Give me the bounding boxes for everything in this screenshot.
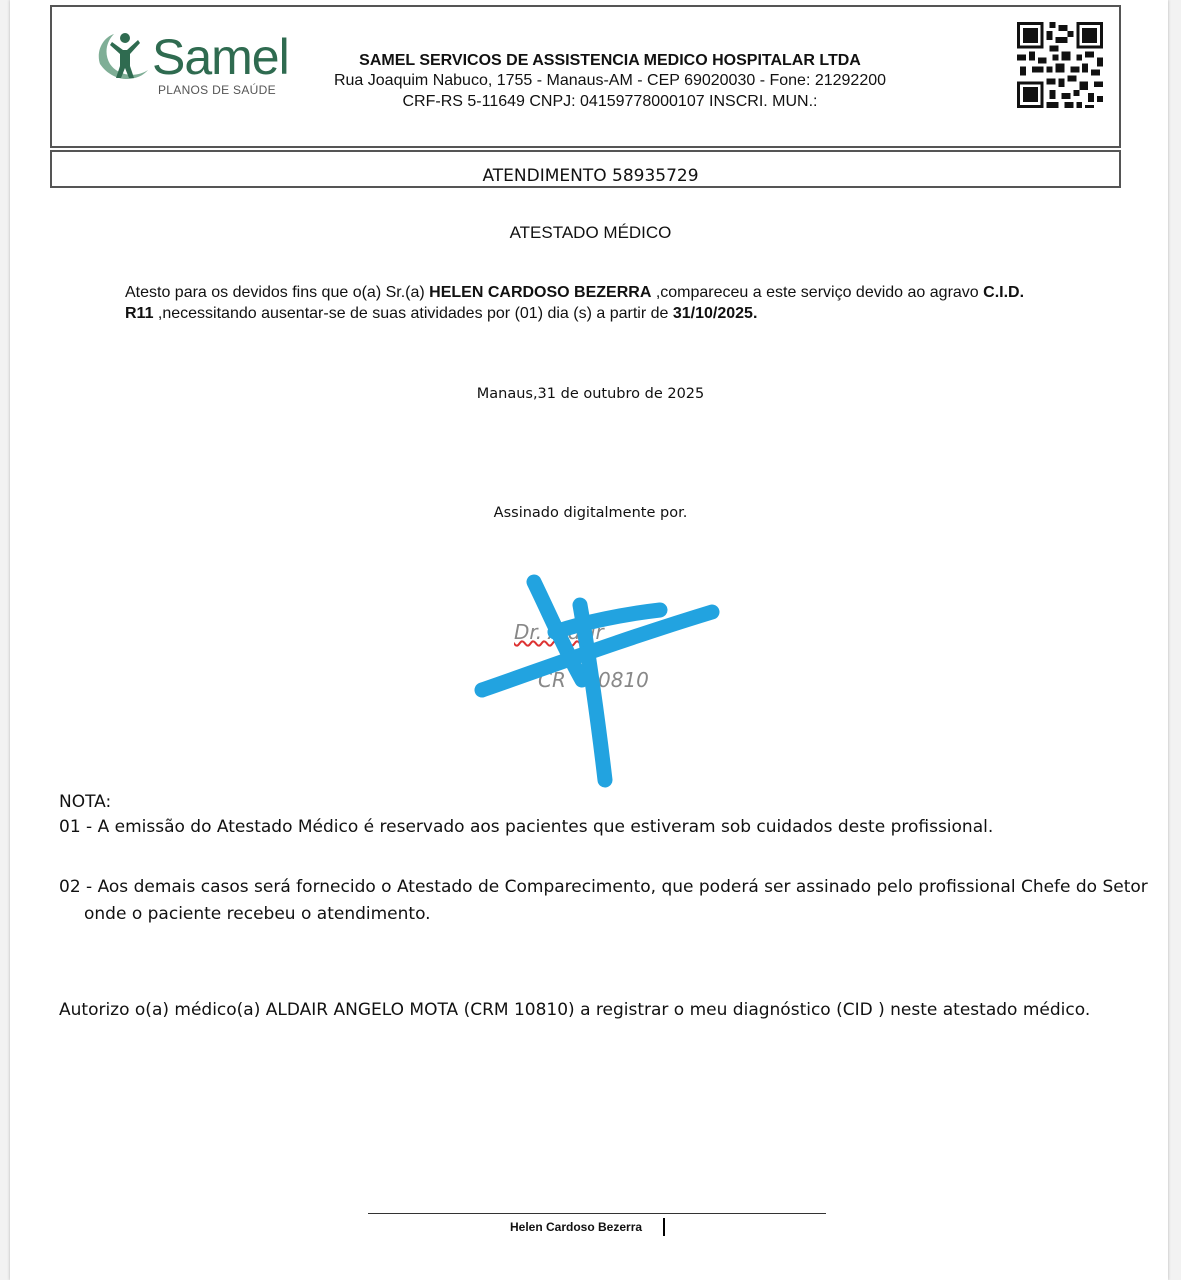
note-2-line-1: 02 - Aos demais casos será fornecido o Atestado de Comparecimento, que poderá ser assinado pelo profissional Chefe do Setor — [59, 877, 1148, 897]
signed-by-label: Assinado digitalmente por. — [493, 505, 688, 521]
certificate-text-3: ,necessitando ausentar-se de suas atividades por (01) dia (s) a partir de — [153, 305, 673, 322]
patient-name: HELEN CARDOSO BEZERRA — [429, 284, 652, 301]
certificate-text-1: Atesto para os devidos fins que o(a) Sr.(a) — [125, 284, 430, 301]
cid-code: R11 — [125, 305, 154, 322]
logo-wordmark: Samel — [152, 29, 289, 85]
start-date: 31/10/2025. — [672, 305, 758, 322]
place-date: Manaus,31 de outubro de 2025 — [476, 386, 705, 402]
logo-figure-icon — [92, 30, 154, 88]
patient-signature-line — [368, 1213, 826, 1214]
patient-signature-name: Helen Cardoso Bezerra — [510, 1220, 643, 1234]
signature-crm-number-fragment: 0810 — [598, 668, 649, 692]
company-registration: CRF-RS 5-11649 CNPJ: 04159778000107 INSCRI. MUN.: — [402, 93, 818, 110]
logo-tagline: PLANOS DE SAÚDE — [158, 83, 276, 97]
company-address: Rua Joaquim Nabuco, 1755 - Manaus-AM - CEP 69020030 - Fone: 21292200 — [333, 72, 887, 89]
note-1: 01 - A emissão do Atestado Médico é reservado aos pacientes que estiveram sob cuidados deste profissional. — [59, 817, 994, 837]
authorization-text: Autorizo o(a) médico(a) ALDAIR ANGELO MOTA (CRM 10810) a registrar o meu diagnóstico (CID ) neste atestado médico. — [59, 1000, 1091, 1020]
text-cursor — [663, 1218, 665, 1236]
certificate-text-2: ,compareceu a este serviço devido ao agravo — [651, 284, 984, 301]
attendance-number: ATENDIMENTO 58935729 — [482, 166, 699, 186]
signature-crm-fragment: CR — [538, 668, 566, 692]
qr-code-icon — [1017, 22, 1103, 108]
note-2-line-2: onde o paciente recebeu o atendimento. — [84, 904, 431, 924]
cid-label: C.I.D. — [983, 284, 1025, 301]
company-name: SAMEL SERVICOS DE ASSISTENCIA MEDICO HOSPITALAR LTDA — [359, 52, 861, 69]
signature-name-fragment-2: ir — [590, 620, 604, 644]
signature-name-fragment-1: Dr. Ald — [514, 620, 581, 644]
document-title: ATESTADO MÉDICO — [509, 223, 672, 242]
certificate-paragraph — [125, 282, 1120, 324]
note-heading: NOTA: — [59, 792, 112, 812]
redaction-scribble — [470, 570, 730, 795]
